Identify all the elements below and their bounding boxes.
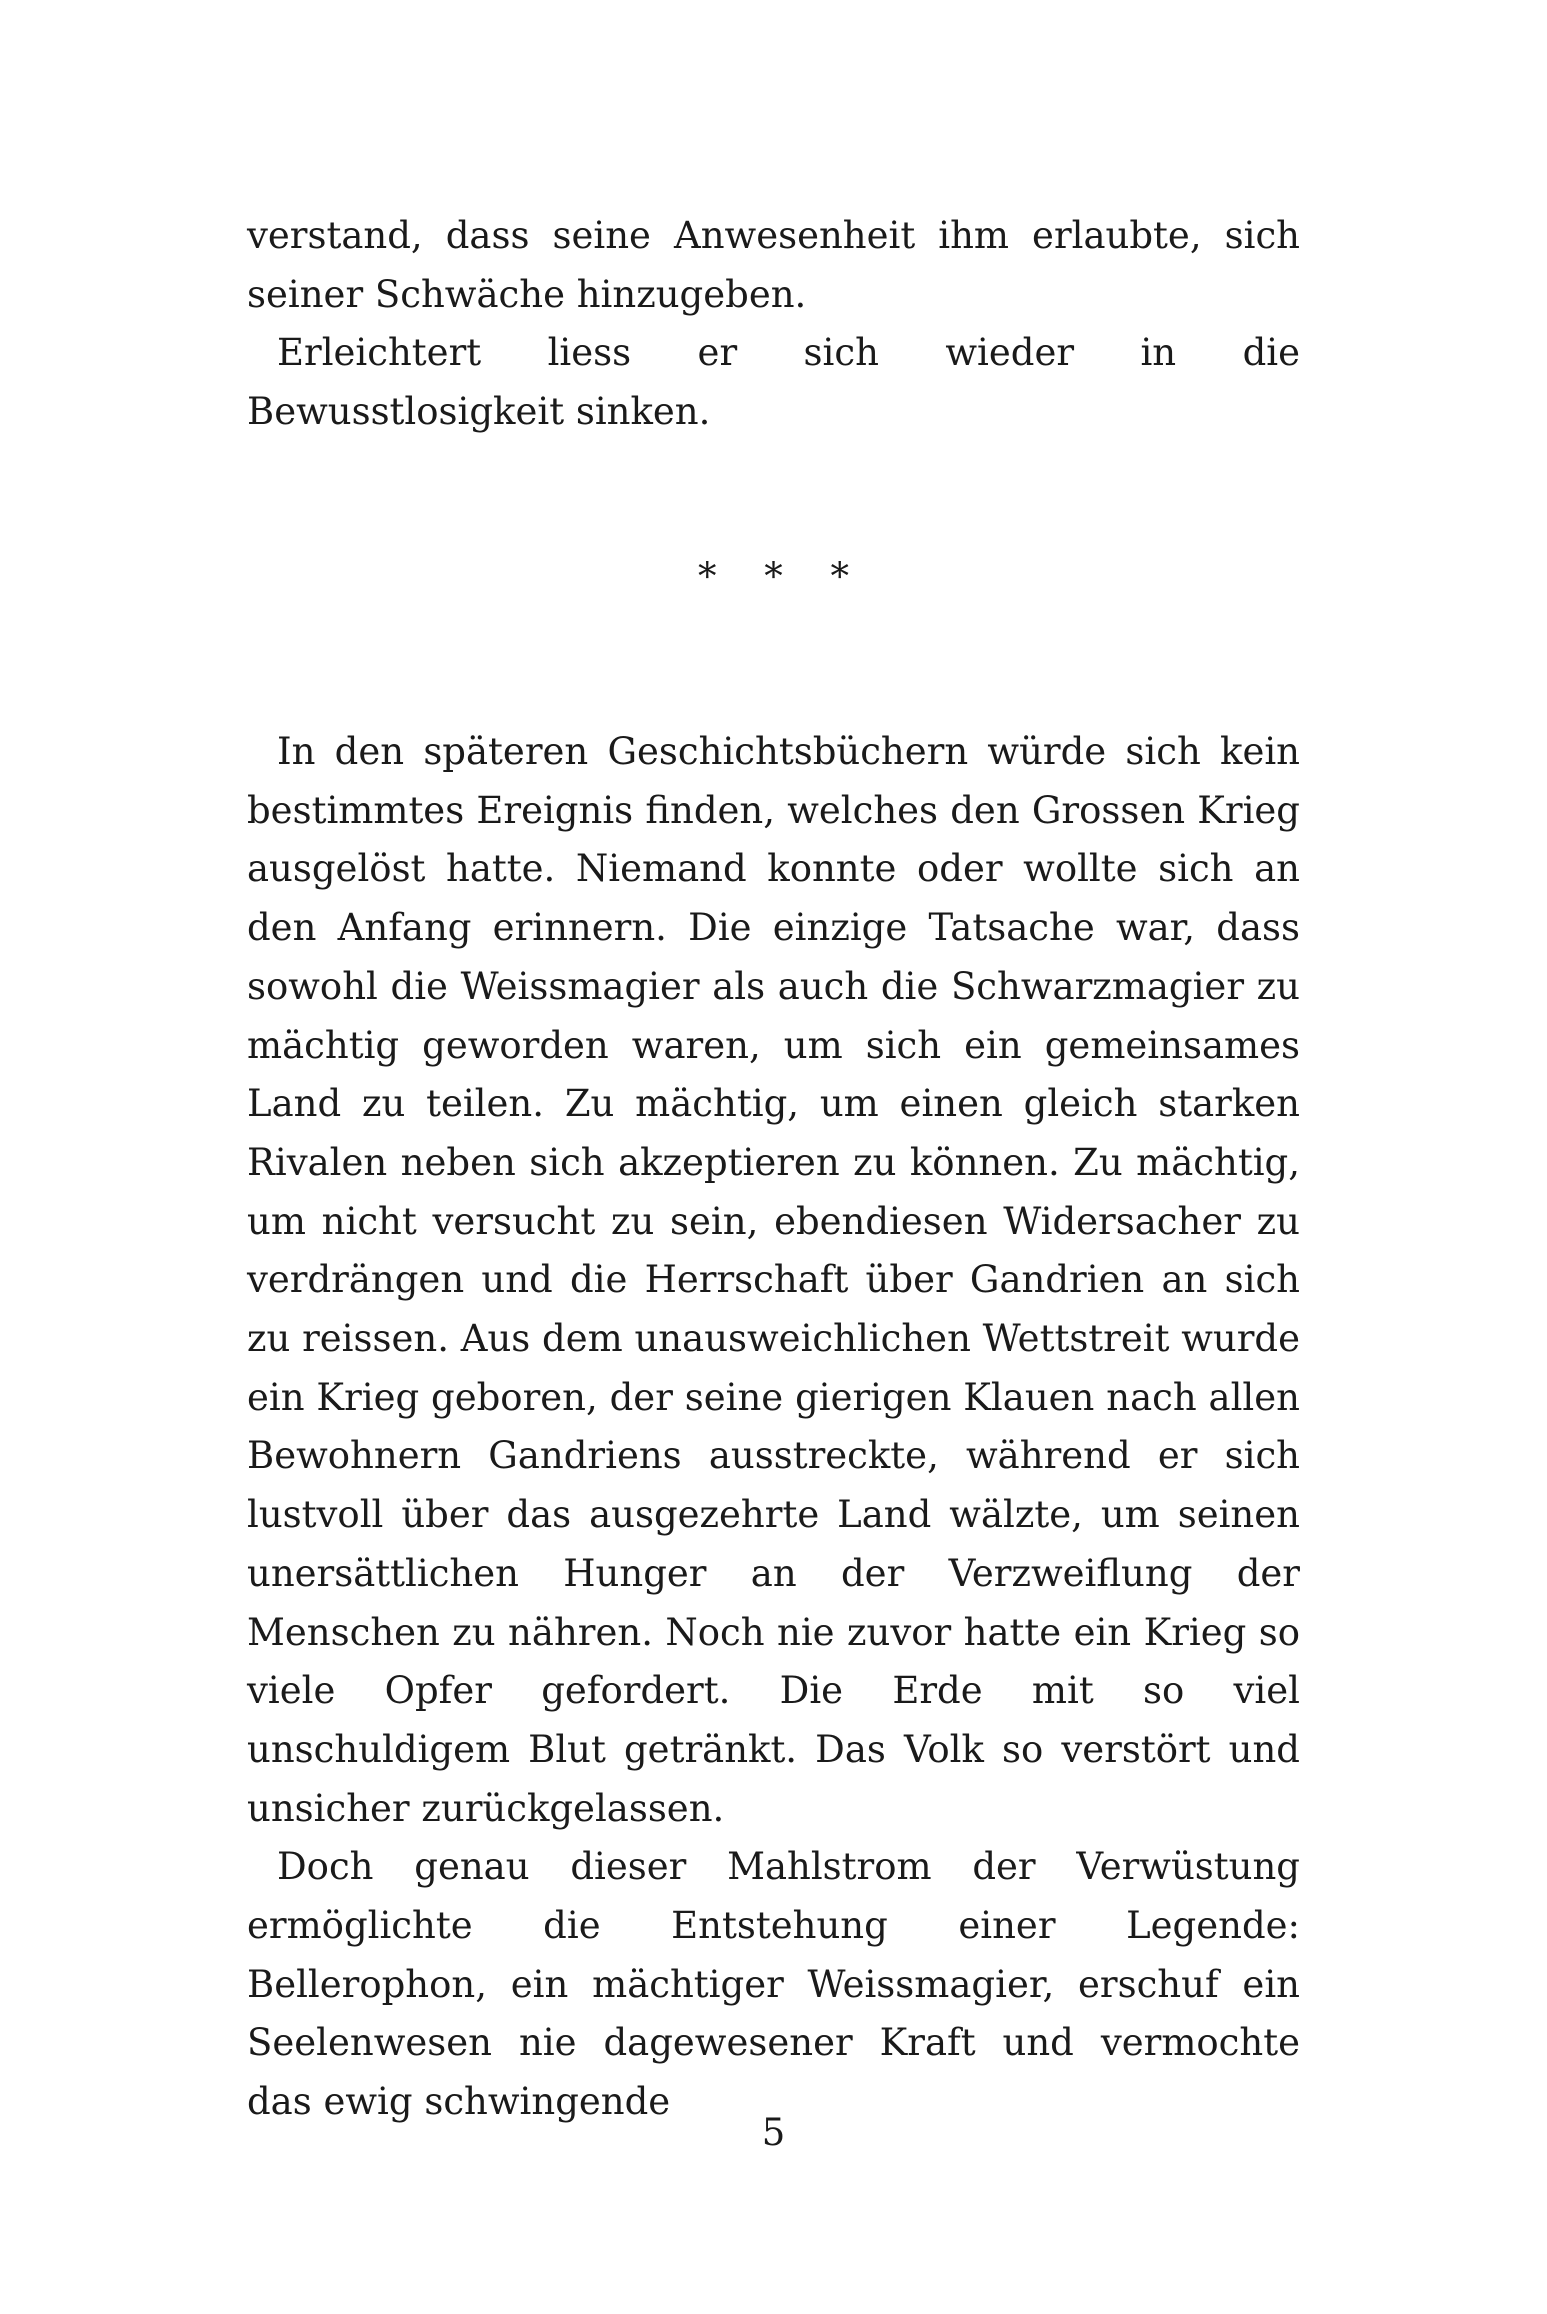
paragraph: verstand, dass seine Anwesenheit ihm erlaubte, sich seiner Schwäche hinzugeben. xyxy=(247,214,1300,316)
paragraph: Erleichtert liess er sich wieder in die Bewusstlosigkeit sinken. xyxy=(247,331,1300,434)
scene-break: * * * xyxy=(697,555,868,598)
paragraph: Doch genau dieser Mahlstrom der Verwüstung ermöglichte die Entstehung einer Legende: Bellerophon, ein mächtiger Weissmagier, erschuf ein Seelenwesen nie dagewesener Kraft und vermochte das ewig schwingende xyxy=(247,1845,1300,2124)
text-block-top xyxy=(247,207,1300,442)
text-block-main xyxy=(247,723,1300,2132)
paragraph: In den späteren Geschichtsbüchern würde sich kein bestimmtes Ereignis finden, welches den Grossen Krieg ausgelöst hatte. Niemand konnte oder wollte sich an den Anfang erinnern. Die einzige Tatsache war, dass sowohl die Weissmagier als auch die Schwarzmagier zu mächtig geworden waren, um sich ein gemeinsames Land zu teilen. Zu mächtig, um einen gleich starken Rivalen neben sich akzeptieren zu können. Zu mächtig, um nicht versucht zu sein, ebendiesen Widersacher zu verdrängen und die Herrschaft über Gandrien an sich zu reissen. Aus dem unausweichlichen Wettstreit wurde ein Krieg geboren, der seine gierigen Klauen nach allen Bewohnern Gandriens ausstreckte, während er sich lustvoll über das ausgezehrte Land wälzte, um seinen unersättlichen Hunger an der Verzweiflung der Menschen zu nähren. Noch nie zuvor hatte ein Krieg so viele Opfer gefordert. Die Erde mit so viel unschuldigem Blut getränkt. Das Volk so verstört und unsicher zurückgelassen. xyxy=(247,730,1300,1830)
page-number: 5 xyxy=(761,2111,786,2154)
